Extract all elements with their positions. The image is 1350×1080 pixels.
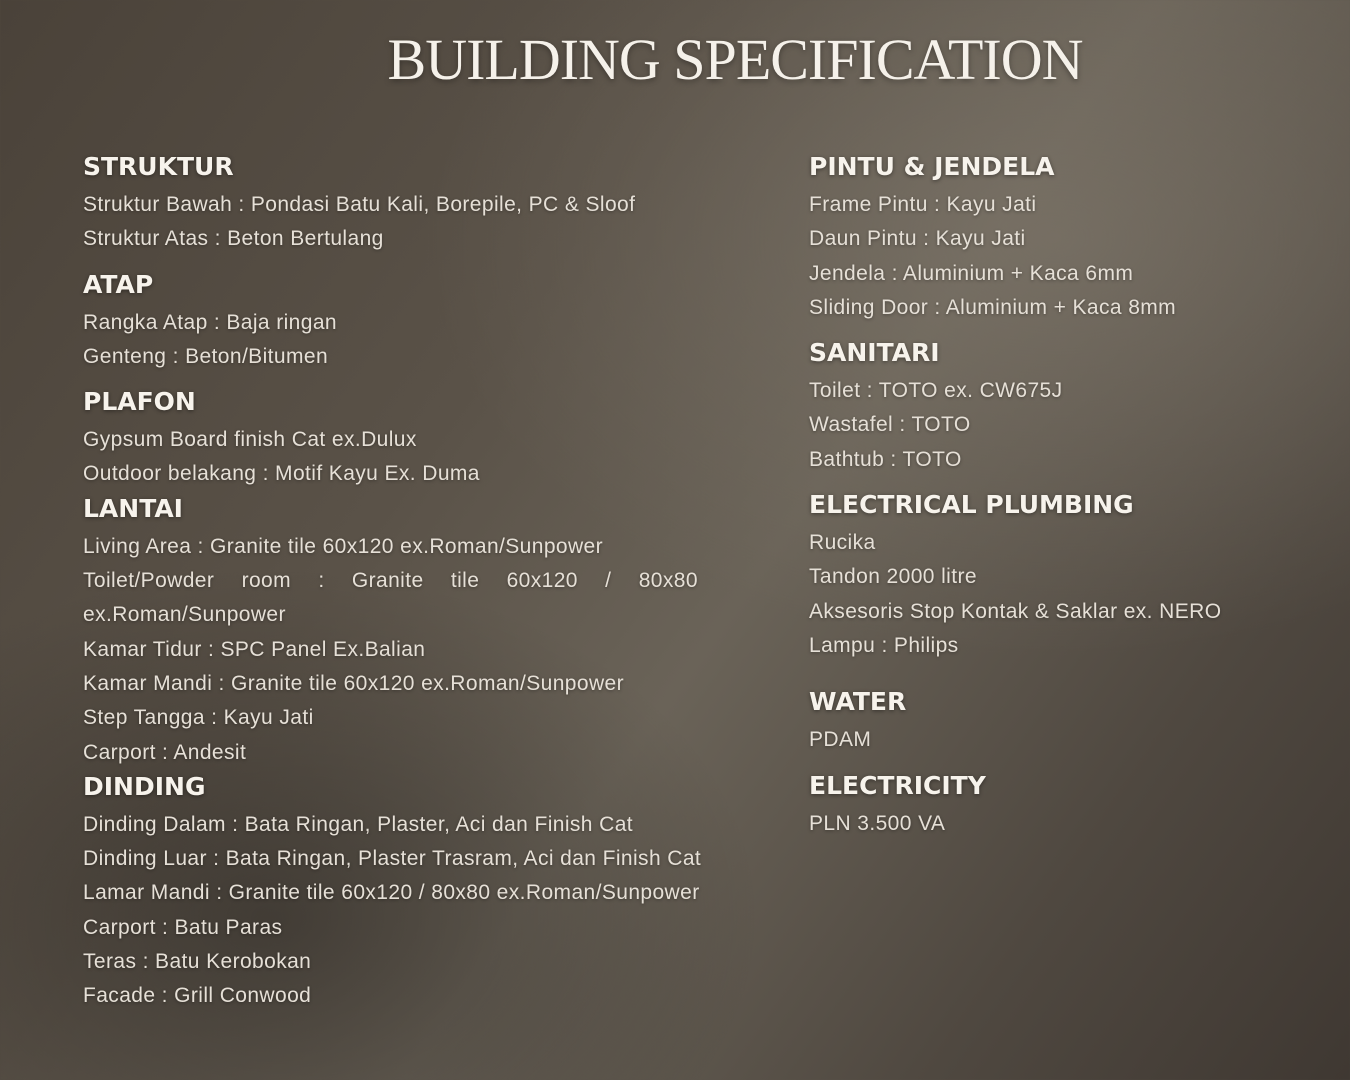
section-pintu-jendela (809, 150, 1279, 325)
right-column (809, 150, 1279, 841)
section-electricity (809, 769, 1279, 841)
spec-item: Carport : Andesit (83, 740, 247, 764)
word: : (318, 569, 325, 593)
section-heading: ATAP (83, 269, 154, 299)
section-lantai (83, 492, 723, 770)
spec-item: Rucika (809, 531, 876, 555)
word: tile (450, 569, 480, 593)
word: Granite (351, 569, 424, 593)
spec-item: Struktur Bawah : Pondasi Batu Kali, Borepile, PC & Sloof (83, 193, 636, 216)
section-electrical-plumbing (809, 488, 1279, 663)
spec-item: Carport : Batu Paras (83, 915, 283, 939)
spec-item: Dinding Dalam : Bata Ringan, Plaster, Aci dan Finish Cat (83, 812, 634, 836)
spec-item: PLN 3.500 VA (809, 811, 946, 835)
spec-item-justified (83, 564, 698, 598)
section-heading: WATER (809, 687, 907, 717)
section-heading: STRUKTUR (83, 152, 234, 181)
spec-item: Bathtub : TOTO (809, 447, 962, 471)
section-heading: ELECTRICITY (809, 770, 986, 800)
spec-item: Genteng : Beton/Bitumen (83, 344, 329, 368)
spec-item: Outdoor belakang : Motif Kayu Ex. Duma (83, 462, 480, 486)
spec-item: Teras : Batu Kerobokan (83, 950, 312, 974)
spec-item: Step Tangga : Kayu Jati (83, 706, 314, 730)
spec-item: Tandon 2000 litre (809, 565, 977, 589)
spec-item: Toilet : TOTO ex. CW675J (809, 379, 1063, 403)
spec-item: Lampu : Philips (809, 633, 959, 657)
spec-item: Sliding Door : Aluminium + Kaca 8mm (809, 295, 1177, 319)
spec-item: Daun Pintu : Kayu Jati (809, 227, 1026, 251)
spec-item: PDAM (809, 728, 872, 752)
section-heading: DINDING (83, 771, 206, 801)
spec-item: Aksesoris Stop Kontak & Saklar ex. NERO (809, 599, 1222, 623)
section-heading: ELECTRICAL PLUMBING (809, 490, 1134, 520)
spec-item: Dinding Luar : Bata Ringan, Plaster Trasram, Aci dan Finish Cat (83, 847, 702, 871)
section-struktur (83, 150, 723, 257)
section-dinding (83, 770, 723, 1014)
spec-item: Lamar Mandi : Granite tile 60x120 / 80x80 ex.Roman/Sunpower (83, 881, 700, 905)
word: 80x80 (638, 569, 698, 593)
spec-item: Rangka Atap : Baja ringan (83, 310, 338, 334)
section-heading: LANTAI (83, 493, 183, 523)
spec-item: Wastafel : TOTO (809, 413, 971, 437)
spec-item: Kamar Tidur : SPC Panel Ex.Balian (83, 637, 426, 661)
spec-item: Gypsum Board finish Cat ex.Dulux (83, 428, 417, 452)
spec-item: ex.Roman/Sunpower (83, 603, 286, 627)
section-plafon (83, 385, 723, 492)
section-water (809, 685, 1279, 757)
word: / (605, 569, 612, 593)
left-column (83, 150, 723, 1014)
page-title: BUILDING SPECIFICATION (387, 27, 1083, 92)
spec-item: Kamar Mandi : Granite tile 60x120 ex.Roman/Sunpower (83, 671, 625, 695)
word: room (241, 569, 292, 593)
spec-item: Frame Pintu : Kayu Jati (809, 193, 1037, 216)
spec-item: Facade : Grill Conwood (83, 984, 312, 1008)
spec-item: Jendela : Aluminium + Kaca 6mm (809, 261, 1134, 285)
section-atap (83, 268, 723, 375)
section-heading: PINTU & JENDELA (809, 152, 1055, 181)
section-heading: PLAFON (83, 387, 196, 417)
word: 60x120 (506, 569, 578, 593)
word: Toilet/Powder (83, 569, 215, 593)
section-sanitari (809, 336, 1279, 477)
section-heading: SANITARI (809, 338, 940, 368)
spec-item: Living Area : Granite tile 60x120 ex.Roman/Sunpower (83, 534, 604, 558)
spec-item: Struktur Atas : Beton Bertulang (83, 227, 384, 251)
